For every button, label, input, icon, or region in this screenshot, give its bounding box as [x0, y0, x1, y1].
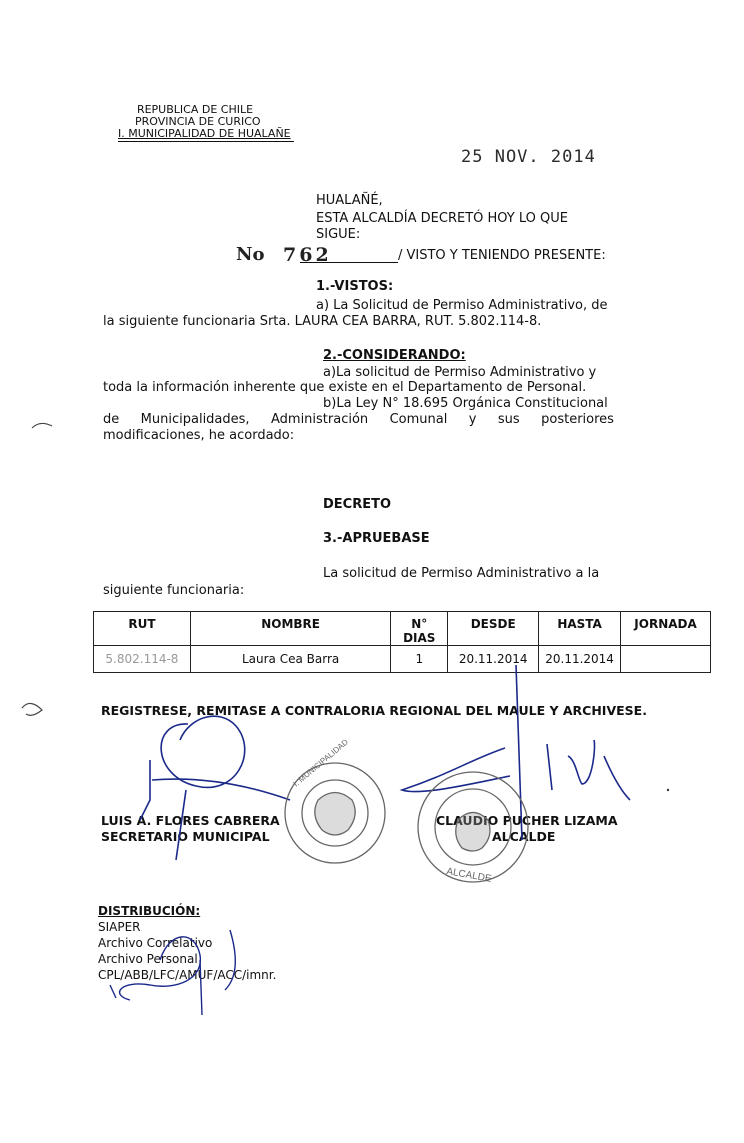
distribution-item: SIAPER [98, 920, 141, 934]
distribution-item: Archivo Correlativo [98, 936, 213, 950]
considerando-heading: 2.-CONSIDERANDO: [323, 348, 466, 363]
svg-text:ALCALDE: ALCALDE [445, 866, 493, 885]
stamp-alcalde-icon [418, 772, 528, 885]
word: Municipalidades, [140, 412, 250, 427]
date-stamp: 25 NOV. 2014 [461, 147, 596, 167]
cell-nombre: Laura Cea Barra [190, 646, 390, 673]
vistos-line2: la siguiente funcionaria Srta. LAURA CEA BARRA, RUT. 5.802.114-8. [103, 314, 542, 329]
decree-number-suffix: / VISTO Y TENIENDO PRESENTE: [398, 248, 606, 263]
signer-right-title: ALCALDE [492, 829, 556, 844]
header-province: PROVINCIA DE CURICO [135, 115, 261, 128]
col-hasta: HASTA [539, 612, 621, 646]
header-republic: REPUBLICA DE CHILE [136, 103, 254, 116]
col-jornada: JORNADA [621, 612, 711, 646]
dot-mark-icon [667, 789, 669, 791]
signature-right-icon [402, 665, 630, 840]
initials-scribble-icon [110, 930, 235, 1015]
decree-number-prefix: No [236, 244, 265, 265]
considerando-a-line1: a)La solicitud de Permiso Administrativo y [323, 365, 597, 380]
col-dias-label: N° [411, 617, 428, 631]
header-municipality: I. MUNICIPALIDAD DE HUALAÑE [118, 127, 291, 140]
apruebase-heading: 3.-APRUEBASE [323, 531, 430, 546]
word: sus [497, 412, 520, 427]
considerando-b-line1: b)La Ley N° 18.695 Orgánica Constitucional [323, 396, 608, 411]
vistos-line1: a) La Solicitud de Permiso Administrativo, de [316, 298, 608, 313]
col-nombre: NOMBRE [190, 612, 390, 646]
stamp-secretario-icon [285, 737, 385, 863]
margin-mark-icon [22, 703, 42, 715]
signer-right-name: CLAUDIO PUCHER LIZAMA [436, 813, 618, 828]
word: y [468, 412, 477, 427]
distribution-item: CPL/ABB/LFC/AMUF/ACC/imnr. [98, 968, 277, 982]
cell-desde: 20.11.2014 [448, 646, 539, 673]
considerando-a-line2: toda la información inherente que existe en el Departamento de Personal. [103, 380, 587, 395]
signer-left-name: LUIS A. FLORES CABRERA [101, 813, 280, 828]
margin-mark-icon [32, 423, 52, 428]
cell-rut: 5.802.114-8 [94, 646, 191, 673]
col-dias-sub: DIAS [403, 631, 436, 645]
intro-line1: ESTA ALCALDÍA DECRETÓ HOY LO QUE [316, 211, 568, 226]
distribution-item: Archivo Personal [98, 952, 198, 966]
decreto-line2: siguiente funcionaria: [103, 583, 245, 598]
decree-number: 762 [283, 244, 332, 266]
word: posteriores [541, 412, 614, 427]
word: Comunal [389, 412, 448, 427]
word: de [103, 412, 120, 427]
distribution-heading: DISTRIBUCIÓN: [98, 904, 201, 918]
cell-hasta: 20.11.2014 [539, 646, 621, 673]
decreto-line1: La solicitud de Permiso Administrativo a la [323, 566, 600, 581]
signer-left-title: SECRETARIO MUNICIPAL [101, 829, 270, 844]
decreto-heading: DECRETO [323, 497, 392, 512]
intro-line2: SIGUE: [316, 227, 361, 242]
cell-dias: 1 [391, 646, 448, 673]
word: Administración [270, 412, 369, 427]
closing-line: REGISTRESE, REMITASE A CONTRALORIA REGIONAL DEL MAULE Y ARCHIVESE. [101, 703, 647, 718]
col-desde: DESDE [448, 612, 539, 646]
signature-left-icon [140, 716, 290, 860]
considerando-b-line3: modificaciones, he acordado: [103, 428, 295, 443]
col-rut: RUT [94, 612, 191, 646]
svg-text:I. MUNICIPALIDAD: I. MUNICIPALIDAD [291, 737, 350, 789]
intro-place: HUALAÑÉ, [316, 193, 383, 208]
vistos-heading: 1.-VISTOS: [316, 279, 394, 294]
